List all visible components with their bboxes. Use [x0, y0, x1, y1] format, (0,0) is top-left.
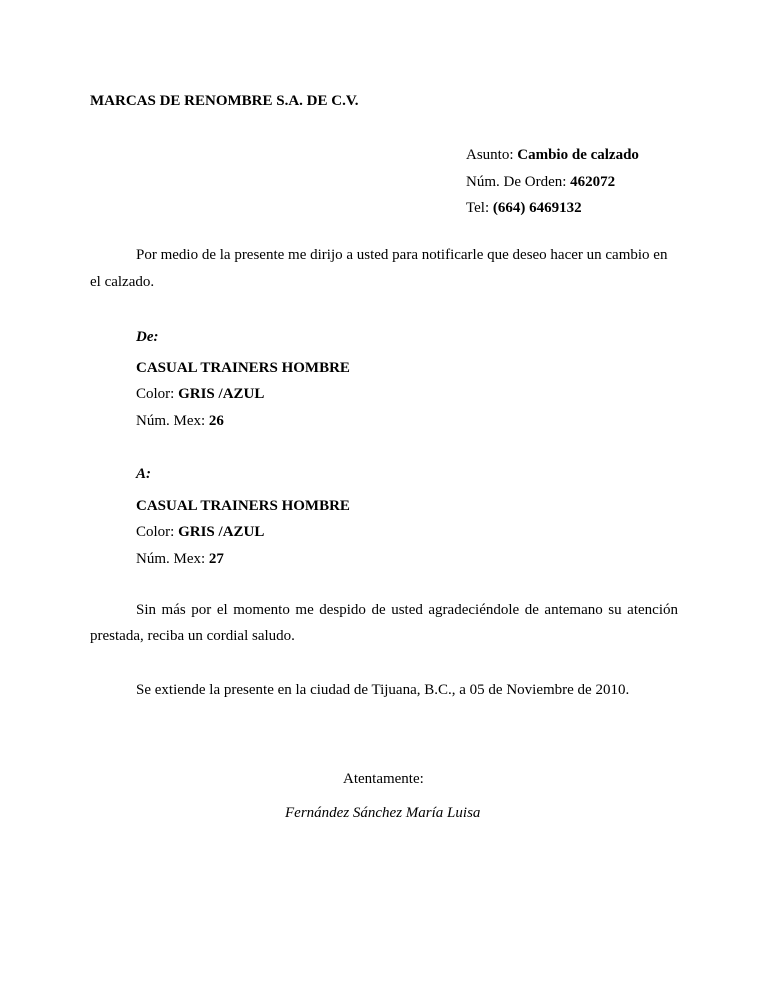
closing-line-2: prestada, reciba un cordial saludo.: [90, 628, 295, 644]
intro-line-1: Por medio de la presente me dirijo a usted para notificarle que deseo hacer un cambio en: [136, 247, 668, 263]
from-size-value: 26: [208, 413, 224, 429]
to-size-label: Núm. Mex:: [136, 551, 206, 567]
to-size-value: 27: [208, 551, 224, 567]
to-color-label: Color:: [136, 524, 175, 540]
from-size-line: [136, 412, 224, 430]
location-date-line: Se extiende la presente en la ciudad de Tijuana, B.C., a 05 de Noviembre de 2010.: [136, 682, 630, 698]
signer-name: Fernández Sánchez María Luisa: [285, 805, 481, 821]
subject-label: Asunto:: [466, 147, 514, 163]
company-name: MARCAS DE RENOMBRE S.A. DE C.V.: [90, 93, 359, 109]
from-color-label: Color:: [136, 386, 175, 402]
subject-value: Cambio de calzado: [517, 147, 639, 163]
to-product: CASUAL TRAINERS HOMBRE: [136, 498, 350, 514]
to-color-value: GRIS /AZUL: [178, 524, 265, 540]
from-color-line: [136, 385, 264, 403]
from-color-value: GRIS /AZUL: [178, 386, 265, 402]
subject-line: [466, 146, 639, 164]
tel-value: (664) 6469132: [492, 200, 582, 216]
tel-label: Tel:: [466, 200, 490, 216]
order-line: [466, 173, 615, 191]
to-heading: A:: [136, 466, 151, 482]
from-heading: De:: [136, 329, 159, 345]
intro-line-2: el calzado.: [90, 274, 155, 290]
to-color-line: [136, 523, 264, 541]
from-product: CASUAL TRAINERS HOMBRE: [136, 360, 350, 376]
order-label: Núm. De Orden:: [466, 174, 567, 190]
closing-line-1: Sin más por el momento me despido de usted agradeciéndole de antemano su atención: [136, 602, 678, 618]
tel-line: [466, 199, 582, 217]
to-size-line: [136, 550, 224, 568]
salutation: Atentamente:: [343, 771, 424, 787]
order-value: 462072: [570, 174, 616, 190]
from-size-label: Núm. Mex:: [136, 413, 206, 429]
